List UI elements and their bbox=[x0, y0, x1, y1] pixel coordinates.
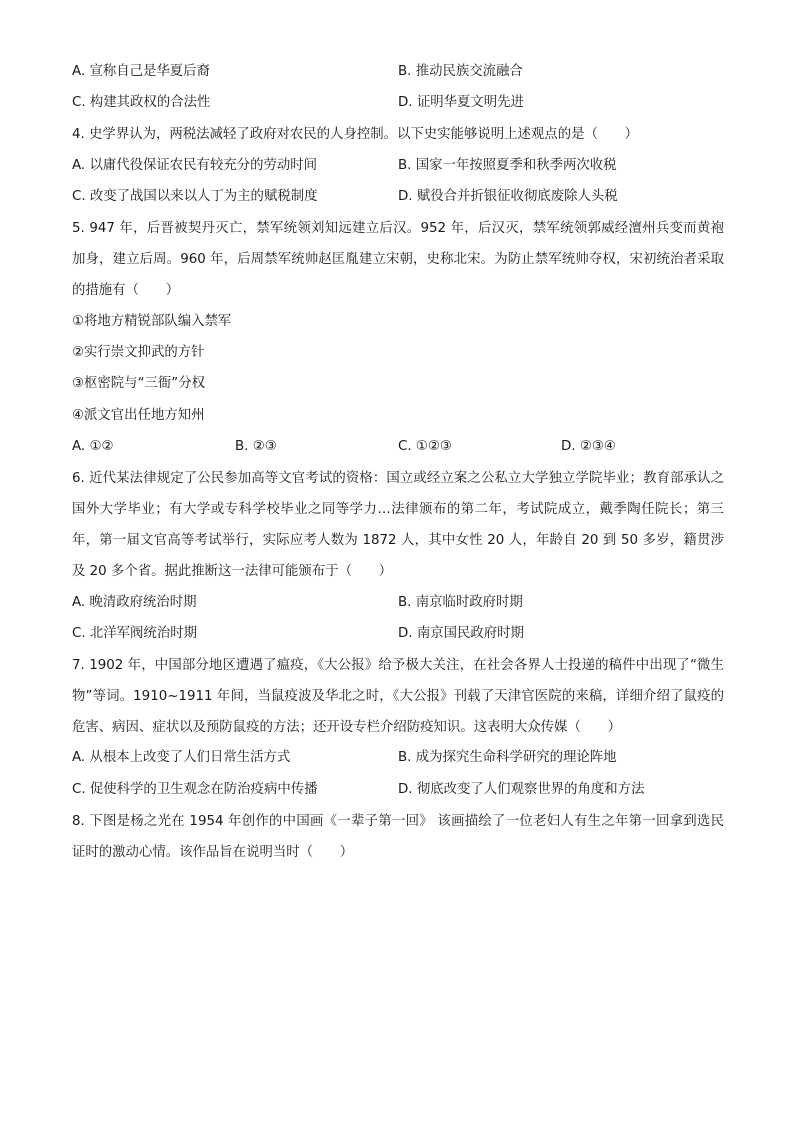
q6-stem: 6. 近代某法律规定了公民参加高等文官考试的资格：国立或经立案之公私立大学独立学院毕业；教育部承认之国外大学毕业；有大学或专科学校毕业之同等学力…法律颁布的第二年，考试院成立，戴季陶任院长；第三年，第一届文官高等考试举行，实际应考人数为 1872 人，其中女性 20 人，年龄自 20 到 50 多岁，籍贯涉及 20 多个省。据此推断这一法律可能颁布于（ ） bbox=[72, 470, 724, 579]
q3-option-b[interactable]: B. 推动民族交流融合 bbox=[398, 64, 523, 79]
q3-option-a[interactable]: A. 宣称自己是华夏后裔 bbox=[72, 64, 210, 79]
q3-option-d[interactable]: D. 证明华夏文明先进 bbox=[398, 95, 524, 111]
q3-option-c[interactable]: C. 构建其政权的合法性 bbox=[72, 95, 211, 111]
q4-option-a[interactable]: A. 以庸代役保证农民有较充分的劳动时间 bbox=[72, 157, 318, 173]
q5-option-c[interactable]: C. ①②③ bbox=[398, 438, 452, 454]
q5-item-1: ①将地方精锐部队编入禁军 bbox=[72, 313, 232, 329]
q3-options-row-1 bbox=[72, 62, 724, 82]
q4-option-c[interactable]: C. 改变了战国以来以人丁为主的赋税制度 bbox=[72, 189, 318, 205]
q5-options-row bbox=[72, 437, 724, 457]
q5-item-2: ②实行崇文抑武的方针 bbox=[72, 345, 205, 361]
q6-options-row-2 bbox=[72, 624, 724, 644]
q5-item-3: ③枢密院与“三衙”分权 bbox=[72, 376, 206, 392]
q4-option-b[interactable]: B. 国家一年按照夏季和秋季两次收税 bbox=[398, 157, 617, 173]
q5-stem: 5. 947 年，后晋被契丹灭亡，禁军统领刘知远建立后汉。952 年，后汉灭，禁军统领郭威经澶州兵变而黄袍加身，建立后周。960 年，后周禁军统帅赵匡胤建立宋朝，史称北宋。为防止禁军统帅夺权，宋初统治者采取的措施有（ ） bbox=[72, 220, 724, 298]
q7-option-a[interactable]: A. 从根本上改变了人们日常生活方式 bbox=[72, 750, 291, 766]
q7-option-c[interactable]: C. 促使科学的卫生观念在防治疫病中传播 bbox=[72, 781, 318, 797]
q7-stem: 7. 1902 年，中国部分地区遭遇了瘟疫，《大公报》给予极大关注，在社会各界人士投递的稿件中出现了“微生物”等词。1910~1911 年间，当鼠疫波及华北之时，《大公报》刊载了天津官医院的来稿，详细介绍了鼠疫的危害、病因、症状以及预防鼠疫的方法；还开设专栏介绍防疫知识。这表明大众传媒（ ） bbox=[72, 657, 724, 735]
exam-page bbox=[72, 62, 724, 1113]
q6-option-d[interactable]: D. 南京国民政府时期 bbox=[398, 625, 524, 641]
q7-options-row-1 bbox=[72, 748, 724, 768]
q7-option-d[interactable]: D. 彻底改变了人们观察世界的角度和方法 bbox=[398, 781, 645, 797]
q7-options-row-2 bbox=[72, 780, 724, 800]
q7-option-b[interactable]: B. 成为探究生命科学研究的理论阵地 bbox=[398, 750, 617, 766]
q4-options-row-1 bbox=[72, 156, 724, 176]
q6-option-b[interactable]: B. 南京临时政府时期 bbox=[398, 594, 523, 610]
q6-option-c[interactable]: C. 北洋军阀统治时期 bbox=[72, 625, 197, 641]
q5-option-a[interactable]: A. ①② bbox=[72, 438, 114, 454]
q8-stem: 8. 下图是杨之光在 1954 年创作的中国画《一辈子第一回》 该画描绘了一位老妇人有生之年第一回拿到选民证时的激动心情。该作品旨在说明当时（ ） bbox=[72, 813, 724, 860]
q3-options-row-2 bbox=[72, 93, 724, 113]
q4-option-d[interactable]: D. 赋役合并折银征收彻底废除人头税 bbox=[398, 189, 618, 205]
q5-option-b[interactable]: B. ②③ bbox=[235, 438, 277, 454]
q5-item-4: ④派文官出任地方知州 bbox=[72, 407, 205, 423]
q5-option-d[interactable]: D. ②③④ bbox=[561, 438, 616, 454]
q4-options-row-2 bbox=[72, 187, 724, 207]
q4-stem: 4. 史学界认为，两税法减轻了政府对农民的人身控制。以下史实能够说明上述观点的是（ ） bbox=[72, 126, 639, 142]
q6-option-a[interactable]: A. 晚清政府统治时期 bbox=[72, 594, 197, 610]
q6-options-row-1 bbox=[72, 593, 724, 613]
q8-image-area bbox=[72, 873, 724, 1113]
